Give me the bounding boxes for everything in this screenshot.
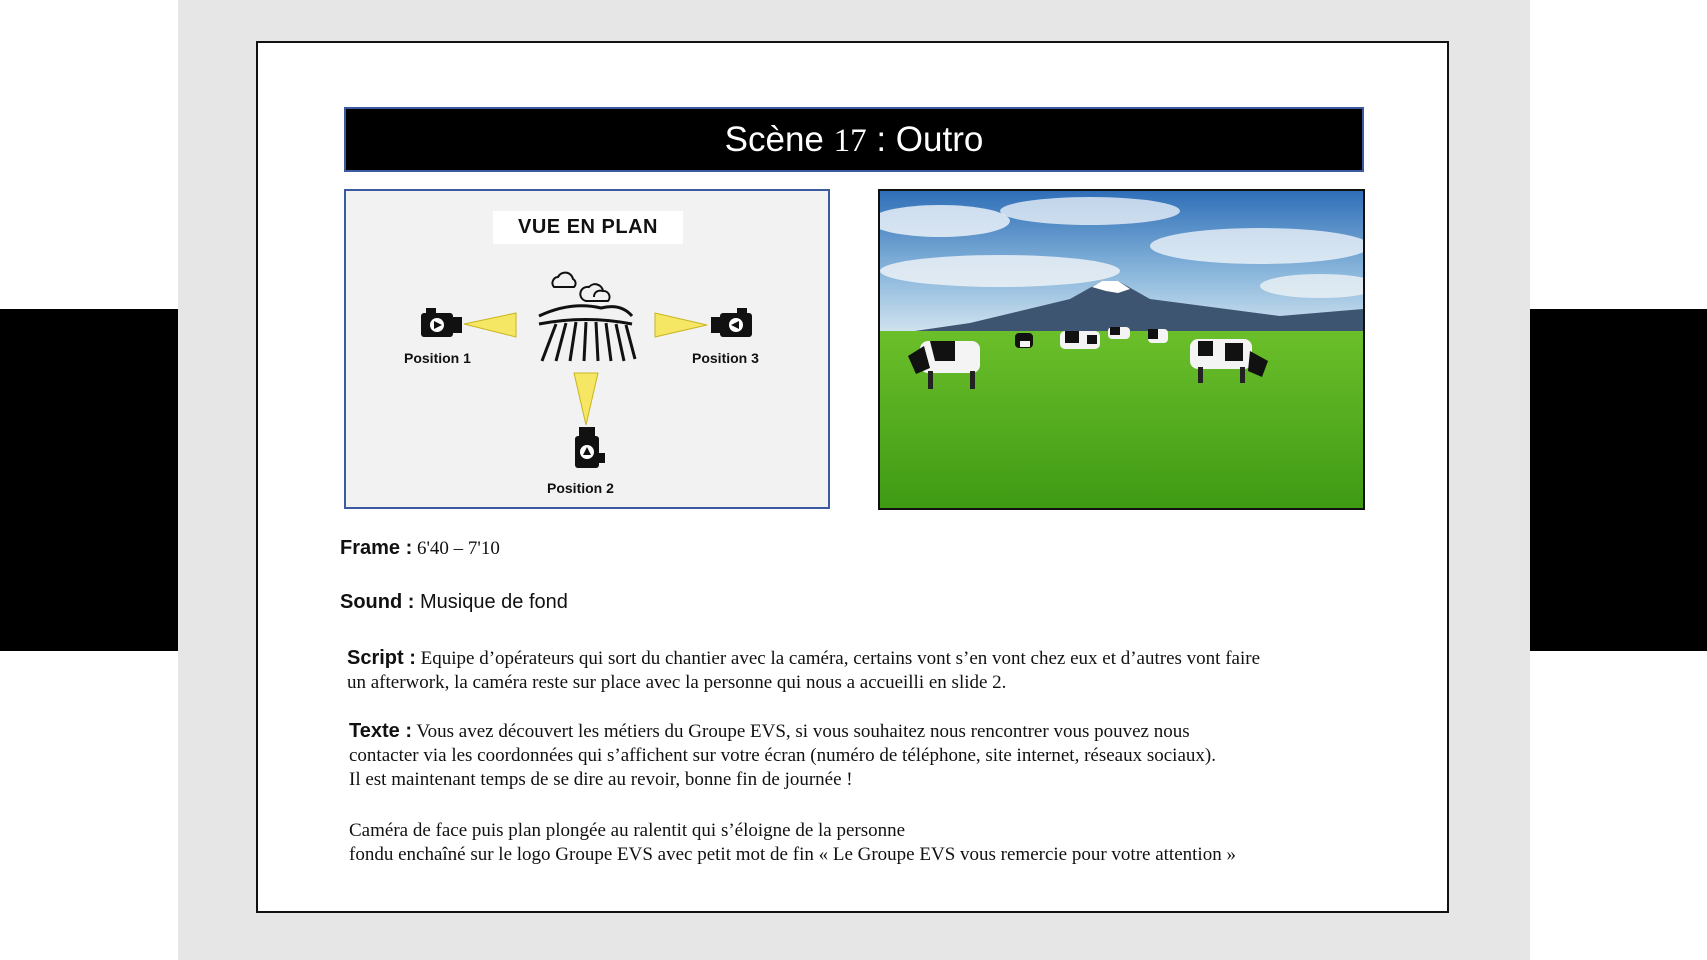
cow-2 — [1015, 333, 1033, 348]
title-suffix: : Outro — [866, 120, 984, 159]
plan-view-diagram — [344, 189, 830, 509]
script-label: Script : — [347, 647, 416, 669]
texte-label: Texte : — [349, 720, 412, 742]
camera-note-line-2: fondu enchaîné sur le logo Groupe EVS avec petit mot de fin « Le Groupe EVS vous remercie pour votre attention » — [349, 844, 1236, 865]
camera-note-paragraph — [349, 819, 1369, 867]
frame-label: Frame : — [340, 537, 413, 559]
script-paragraph — [347, 646, 1367, 695]
title-prefix: Scène — [724, 120, 834, 159]
position-1-label: Position 1 — [404, 350, 471, 366]
texte-line-3: Il est maintenant temps de se dire au revoir, bonne fin de journée ! — [349, 769, 853, 790]
sound-label: Sound : — [340, 591, 415, 613]
sound-value: Musique de fond — [414, 591, 568, 613]
camera-note-line-1: Caméra de face puis plan plongée au ralentit qui s’éloigne de la personne — [349, 820, 906, 841]
script-line-1: Equipe d’opérateurs qui sort du chantier avec la caméra, certains vont s’en vont chez eux et d’autres vont faire — [415, 648, 1260, 669]
camera-icon-position-2 — [575, 427, 605, 468]
title-number: 17 — [833, 123, 867, 159]
sound-line — [340, 591, 568, 614]
camera-beam-3 — [655, 313, 707, 337]
camera-icon-position-3 — [711, 308, 752, 337]
position-2-label: Position 2 — [547, 480, 614, 496]
slide — [256, 41, 1449, 913]
slide-title — [344, 107, 1364, 172]
camera-beam-1 — [464, 313, 516, 337]
position-3-label: Position 3 — [692, 350, 759, 366]
cow-5 — [1148, 329, 1168, 343]
texte-line-2: contacter via les coordonnées qui s’affichent sur votre écran (numéro de téléphone, site internet, réseaux sociaux). — [349, 745, 1216, 766]
camera-icon-position-1 — [421, 308, 462, 337]
script-line-2: un afterwork, la caméra reste sur place avec la personne qui nous a accueilli en slide 2. — [347, 672, 1007, 693]
texte-line-1: Vous avez découvert les métiers du Groupe EVS, si vous souhaitez nous rencontrer vous pouvez nous — [411, 721, 1190, 742]
frame-value: 6'40 – 7'10 — [412, 538, 500, 559]
right-letterbox — [1530, 309, 1707, 651]
texte-paragraph — [349, 719, 1369, 792]
photo-svg — [880, 191, 1363, 508]
cow-3 — [1060, 331, 1100, 349]
camera-beam-2 — [574, 373, 598, 425]
left-letterbox — [0, 309, 178, 651]
frame-line — [340, 537, 500, 560]
cows-pasture-photo — [878, 189, 1365, 510]
field-icon — [539, 306, 635, 361]
plan-title: VUE EN PLAN — [493, 211, 683, 244]
cloud-icon — [552, 273, 609, 301]
cow-4 — [1108, 327, 1130, 339]
